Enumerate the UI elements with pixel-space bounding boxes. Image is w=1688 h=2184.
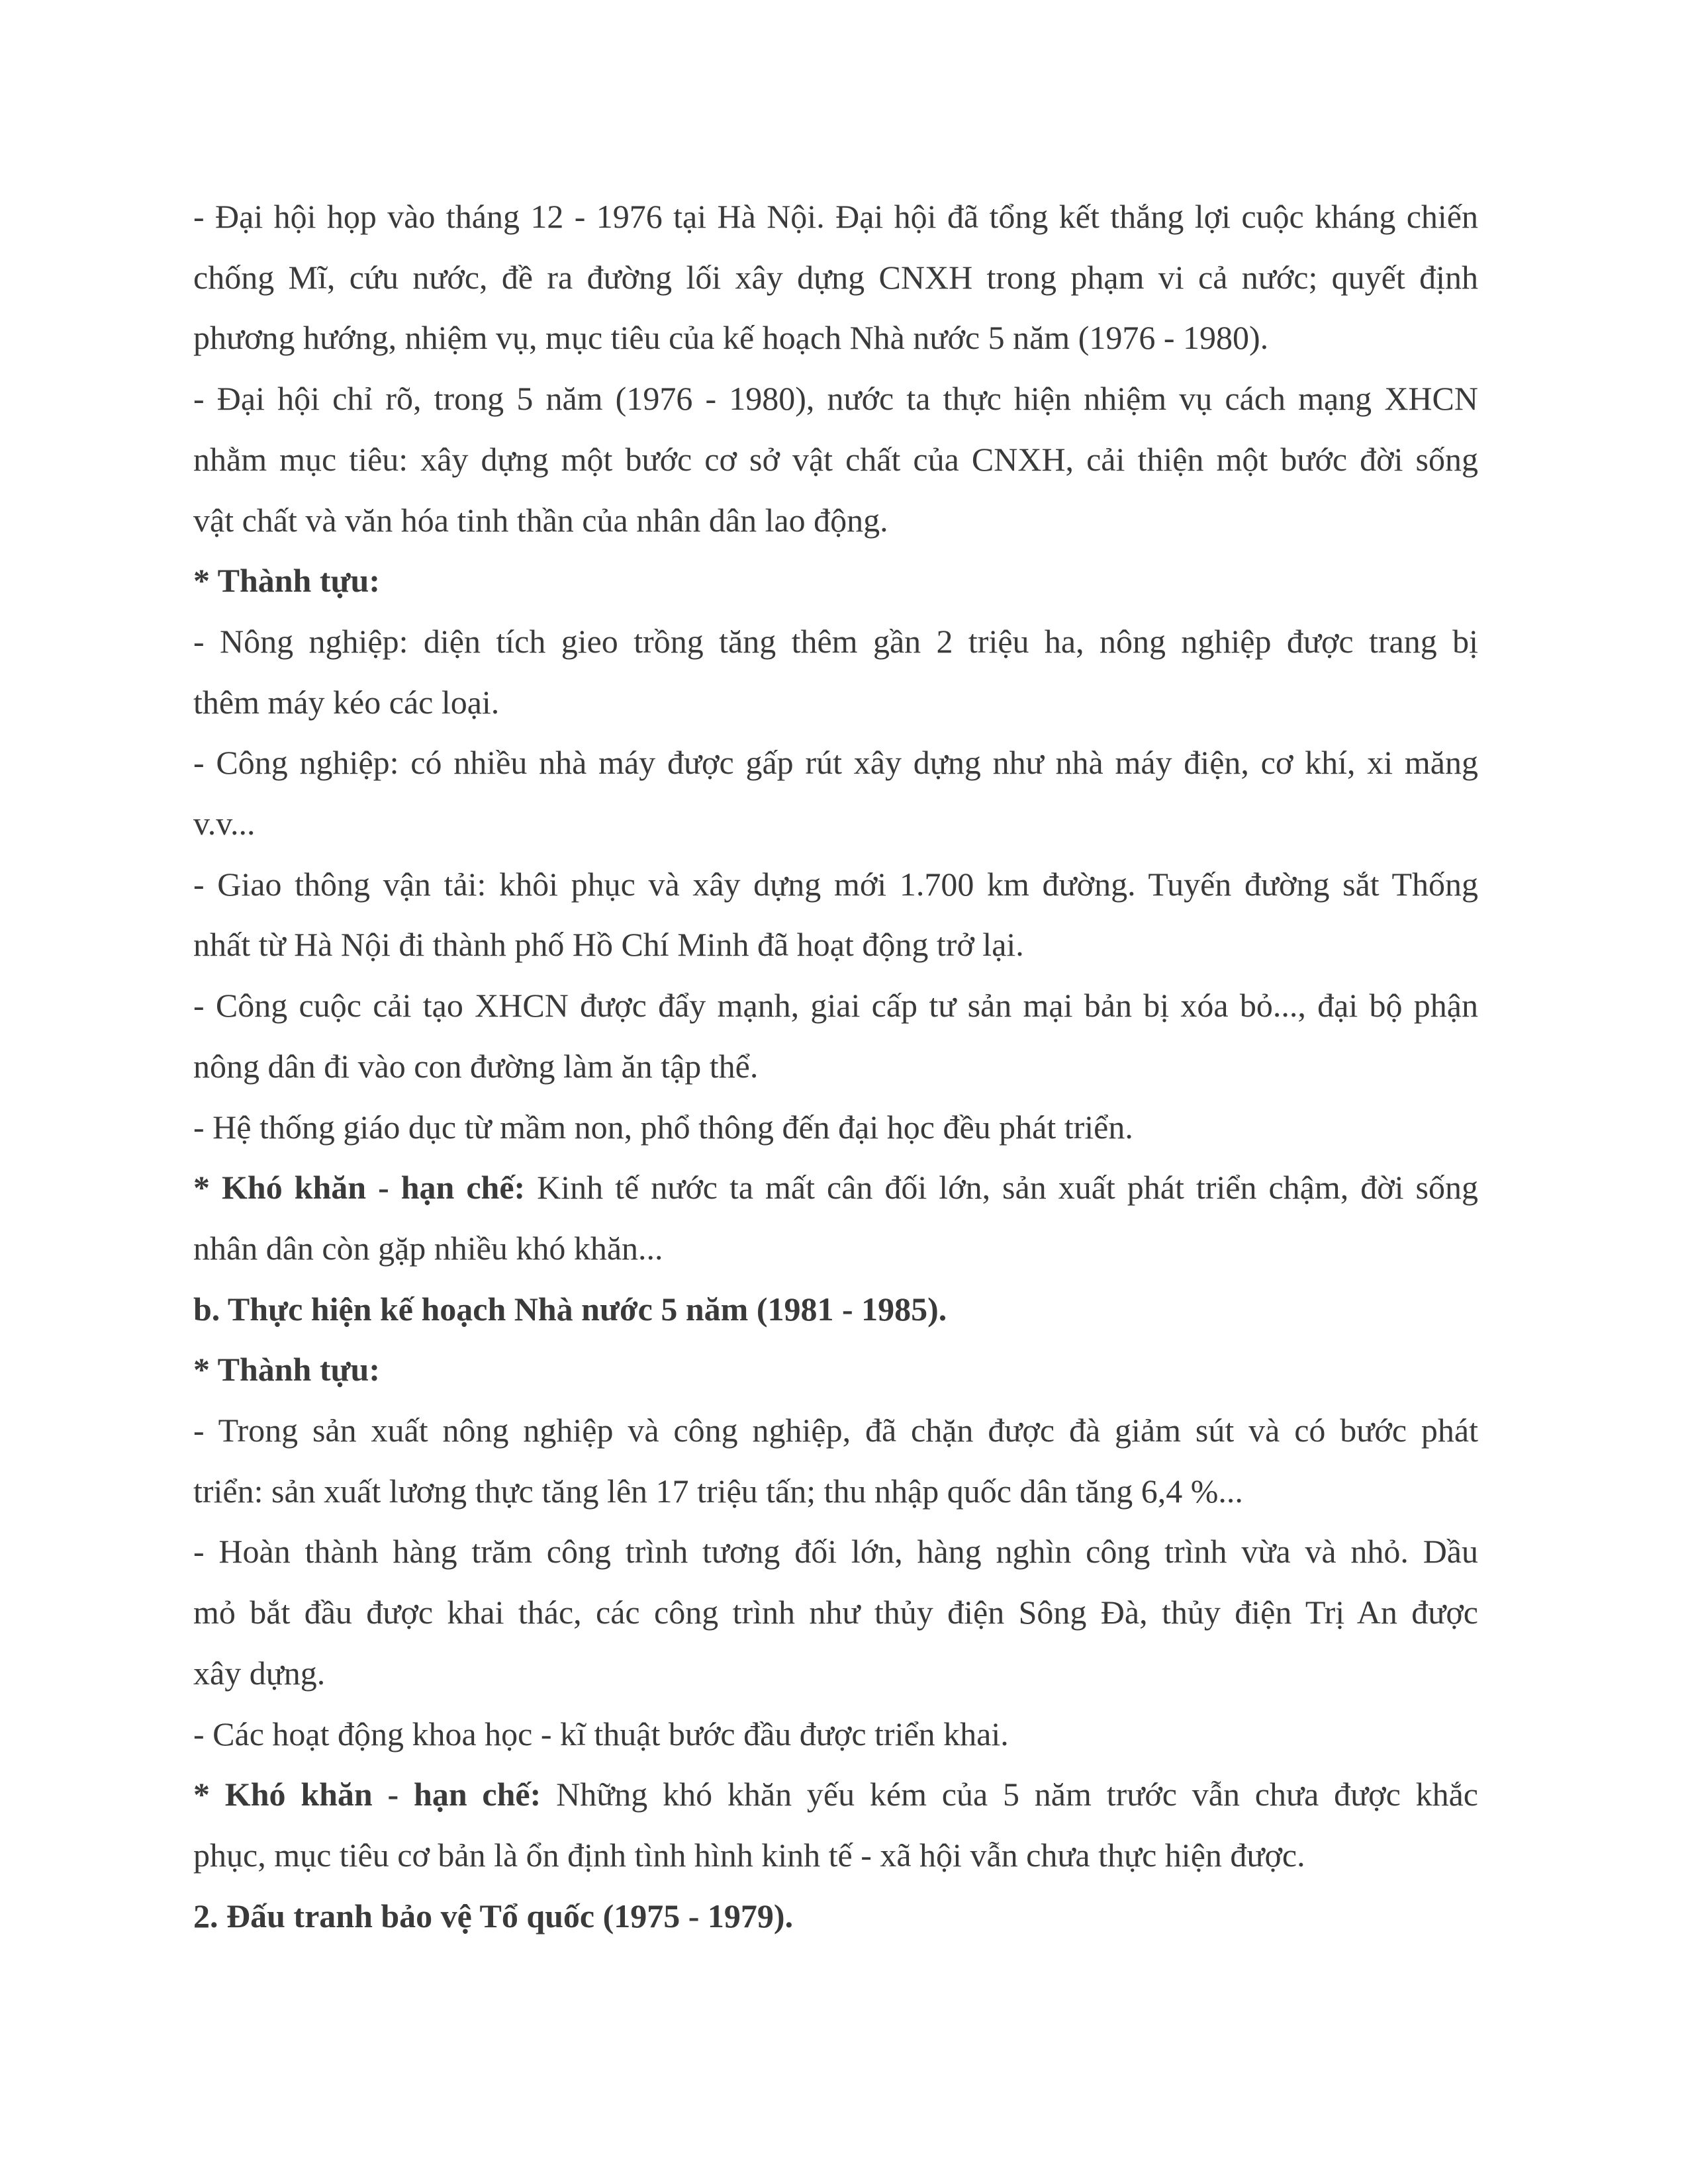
text-line: thêm máy kéo các loại. <box>193 684 500 721</box>
text-line: xây dựng. <box>193 1655 326 1692</box>
bold-label: * Khó khăn - hạn chế: <box>193 1776 541 1813</box>
text-line: - Giao thông vận tải: khôi phục và xây dựng mới 1.700 km đường. Tuyến đường sắt Thống <box>193 866 1478 903</box>
text-line: chống Mĩ, cứu nước, đề ra đường lối xây dựng CNXH trong phạm vi cả nước; quyết định <box>193 259 1478 296</box>
text-line: - Đại hội chỉ rõ, trong 5 năm (1976 - 1980), nước ta thực hiện nhiệm vụ cách mạng XHCN <box>193 380 1478 417</box>
text-line: nhất từ Hà Nội đi thành phố Hồ Chí Minh đã hoạt động trở lại. <box>193 926 1024 963</box>
text-line: mỏ bắt đầu được khai thác, các công trình như thủy điện Sông Đà, thủy điện Trị An được <box>193 1594 1478 1631</box>
text-line: - Nông nghiệp: diện tích gieo trồng tăng thêm gần 2 triệu ha, nông nghiệp được trang bị <box>193 623 1478 660</box>
section-heading: * Thành tựu: <box>193 562 380 599</box>
text-line: phục, mục tiêu cơ bản là ổn định tình hình kinh tế - xã hội vẫn chưa thực hiện được. <box>193 1837 1305 1874</box>
section-heading: b. Thực hiện kế hoạch Nhà nước 5 năm (1981 - 1985). <box>193 1291 947 1328</box>
text-line: nông dân đi vào con đường làm ăn tập thể. <box>193 1048 759 1085</box>
text-line: v.v... <box>193 805 256 842</box>
text-line: - Trong sản xuất nông nghiệp và công nghiệp, đã chặn được đà giảm sút và có bước phát <box>193 1412 1478 1449</box>
text-line: - Hệ thống giáo dục từ mầm non, phổ thông đến đại học đều phát triển. <box>193 1109 1133 1146</box>
text-line: nhằm mục tiêu: xây dựng một bước cơ sở vật chất của CNXH, cải thiện một bước đời sống <box>193 441 1478 478</box>
bold-label: * Khó khăn - hạn chế: <box>193 1169 526 1206</box>
text-line: nhân dân còn gặp nhiều khó khăn... <box>193 1230 663 1267</box>
text-line: - Công cuộc cải tạo XHCN được đẩy mạnh, giai cấp tư sản mại bản bị xóa bỏ..., đại bộ phận <box>193 987 1478 1024</box>
text-line <box>193 1157 1478 1218</box>
text-line: - Đại hội họp vào tháng 12 - 1976 tại Hà Nội. Đại hội đã tổng kết thắng lợi cuộc kháng chiến <box>193 198 1478 235</box>
line-text: Kinh tế nước ta mất cân đối lớn, sản xuất phát triển chậm, đời sống <box>525 1169 1478 1206</box>
section-heading: 2. Đấu tranh bảo vệ Tổ quốc (1975 - 1979). <box>193 1897 794 1934</box>
line-text: Những khó khăn yếu kém của 5 năm trước vẫn chưa được khắc <box>541 1776 1479 1813</box>
text-line: phương hướng, nhiệm vụ, mục tiêu của kế hoạch Nhà nước 5 năm (1976 - 1980). <box>193 319 1269 356</box>
text-line: - Hoàn thành hàng trăm công trình tương đối lớn, hàng nghìn công trình vừa và nhỏ. Dầu <box>193 1533 1478 1570</box>
text-line <box>193 1764 1478 1825</box>
text-line: - Công nghiệp: có nhiều nhà máy được gấp rút xây dựng như nhà máy điện, cơ khí, xi măng <box>193 744 1478 781</box>
text-line: triển: sản xuất lương thực tăng lên 17 triệu tấn; thu nhập quốc dân tăng 6,4 %... <box>193 1473 1243 1510</box>
text-line: vật chất và văn hóa tinh thần của nhân dân lao động. <box>193 502 888 539</box>
text-line: - Các hoạt động khoa học - kĩ thuật bước đầu được triển khai. <box>193 1715 1009 1752</box>
section-heading: * Thành tựu: <box>193 1351 380 1388</box>
